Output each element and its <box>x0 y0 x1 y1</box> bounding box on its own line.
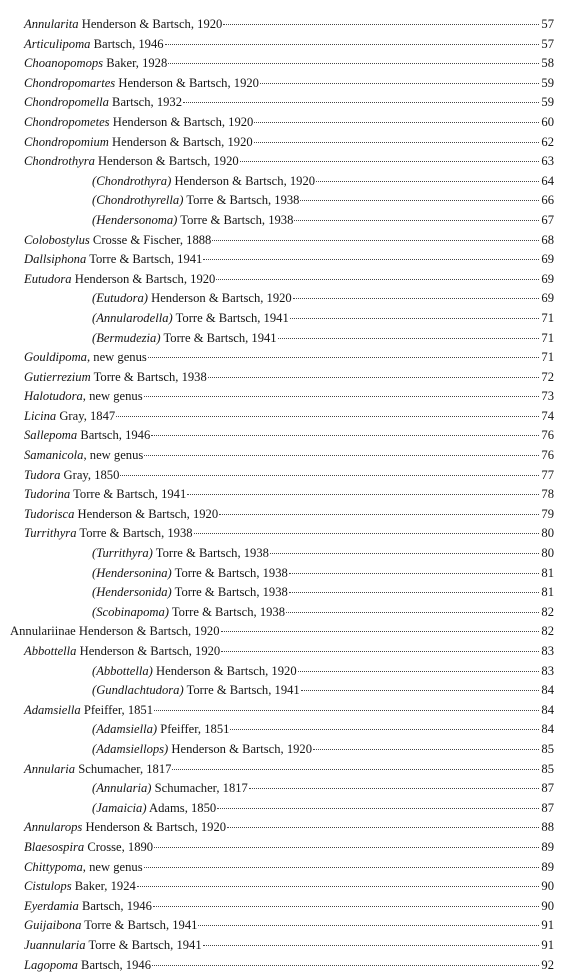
page-number: 91 <box>540 936 554 956</box>
dot-leader <box>137 886 539 887</box>
toc-entry-title <box>92 681 300 701</box>
toc-entry <box>0 583 567 603</box>
page-number: 87 <box>540 779 554 799</box>
toc-entry <box>0 838 567 858</box>
dot-leader <box>217 808 539 809</box>
taxon-name: Chittypoma <box>24 860 83 874</box>
toc-entry <box>0 191 567 211</box>
toc-entry-title <box>24 897 152 917</box>
toc-entry-title <box>24 426 150 446</box>
page-number: 83 <box>540 662 554 682</box>
taxon-authority: Crosse & Fischer, 1888 <box>90 233 212 247</box>
dot-leader <box>216 279 539 280</box>
toc-entry <box>0 622 567 642</box>
toc-entry-title <box>92 583 288 603</box>
toc-entry-title <box>24 916 197 936</box>
toc-entry-title <box>24 35 164 55</box>
toc-entry-title <box>24 838 153 858</box>
taxon-authority: Torre & Bartsch, 1938 <box>177 213 293 227</box>
dot-leader <box>223 24 539 25</box>
page-number: 81 <box>540 564 554 584</box>
toc-entry-title <box>24 858 143 878</box>
page-number: 66 <box>540 191 554 211</box>
dot-leader <box>289 573 539 574</box>
toc-entry <box>0 113 567 133</box>
toc-entry-title <box>24 956 151 975</box>
toc-entry <box>0 211 567 231</box>
page-number: 69 <box>540 289 554 309</box>
taxon-authority: , new genus <box>83 389 143 403</box>
toc-entry-title <box>24 446 143 466</box>
taxon-name: Annularita <box>24 17 79 31</box>
toc-entry <box>0 897 567 917</box>
taxon-authority: Torre & Bartsch, 1941 <box>86 938 202 952</box>
toc-entry <box>0 133 567 153</box>
taxon-name: Colobostylus <box>24 233 90 247</box>
taxon-authority: Henderson & Bartsch, 1920 <box>79 17 223 31</box>
dot-leader <box>144 396 539 397</box>
taxon-authority: , new genus <box>87 350 147 364</box>
toc-entry <box>0 505 567 525</box>
taxon-authority: Torre & Bartsch, 1938 <box>91 370 207 384</box>
page-number: 74 <box>540 407 554 427</box>
taxon-authority: Pfeiffer, 1851 <box>157 722 229 736</box>
dot-leader <box>153 906 539 907</box>
page-number: 90 <box>540 877 554 897</box>
dot-leader <box>198 925 539 926</box>
dot-leader <box>260 83 539 84</box>
toc-entry-title <box>24 760 171 780</box>
dot-leader <box>151 435 539 436</box>
page-number: 81 <box>540 583 554 603</box>
toc-entry-title <box>92 191 299 211</box>
taxon-authority: Henderson & Bartsch, 1920 <box>110 115 254 129</box>
taxon-authority: Annulariinae Henderson & Bartsch, 1920 <box>10 624 220 638</box>
dot-leader <box>254 122 539 123</box>
toc-entry <box>0 426 567 446</box>
toc-entry-title <box>24 368 207 388</box>
toc-entry-title <box>24 524 193 544</box>
taxon-authority: Torre & Bartsch, 1938 <box>153 546 269 560</box>
taxon-name: Halotudora <box>24 389 83 403</box>
dot-leader <box>230 729 539 730</box>
taxon-authority: Crosse, 1890 <box>84 840 153 854</box>
taxon-authority: Torre & Bartsch, 1938 <box>172 566 288 580</box>
page-number: 82 <box>540 622 554 642</box>
taxon-authority: Baker, 1924 <box>72 879 136 893</box>
taxon-authority: Bartsch, 1932 <box>109 95 182 109</box>
dot-leader <box>293 298 539 299</box>
taxon-authority: , new genus <box>83 860 143 874</box>
dot-leader <box>203 945 539 946</box>
dot-leader <box>294 220 539 221</box>
toc-entry <box>0 407 567 427</box>
toc-entry <box>0 289 567 309</box>
toc-entry-title <box>24 231 211 251</box>
toc-entry-title <box>24 701 153 721</box>
toc-entry <box>0 446 567 466</box>
page-number: 67 <box>540 211 554 231</box>
taxon-name: Gutierrezium <box>24 370 91 384</box>
page-number: 68 <box>540 231 554 251</box>
taxon-name: Cistulops <box>24 879 72 893</box>
toc-entry <box>0 231 567 251</box>
page-number: 92 <box>540 956 554 975</box>
dot-leader <box>203 259 539 260</box>
page-number: 76 <box>540 446 554 466</box>
taxon-authority: Torre & Bartsch, 1938 <box>169 605 285 619</box>
toc-entry-title <box>24 877 136 897</box>
taxon-name: Licina <box>24 409 56 423</box>
page-number: 77 <box>540 466 554 486</box>
taxon-name: (Annularia) <box>92 781 151 795</box>
page-number: 91 <box>540 916 554 936</box>
dot-leader <box>148 357 539 358</box>
taxon-authority: Henderson & Bartsch, 1920 <box>74 507 218 521</box>
dot-leader <box>249 788 539 789</box>
taxon-name: Guijaibona <box>24 918 81 932</box>
taxon-authority: Torre & Bartsch, 1941 <box>161 331 277 345</box>
taxon-name: Adamsiella <box>24 703 81 717</box>
taxon-authority: Adams, 1850 <box>147 801 217 815</box>
taxon-name: Juannularia <box>24 938 86 952</box>
toc-entry-title <box>92 289 292 309</box>
toc-entry <box>0 74 567 94</box>
taxon-name: (Chondrothyrella) <box>92 193 183 207</box>
taxon-name: (Jamaicia) <box>92 801 147 815</box>
toc-entry-title <box>92 309 289 329</box>
toc-entry <box>0 956 567 975</box>
page-number: 72 <box>540 368 554 388</box>
taxon-name: Lagopoma <box>24 958 78 972</box>
page-number: 71 <box>540 348 554 368</box>
toc-entry <box>0 466 567 486</box>
taxon-authority: Henderson & Bartsch, 1920 <box>153 664 297 678</box>
taxon-authority: Schumacher, 1817 <box>75 762 171 776</box>
taxon-authority: , new genus <box>83 448 143 462</box>
taxon-name: Annularia <box>24 762 75 776</box>
page-number: 89 <box>540 838 554 858</box>
page-number: 78 <box>540 485 554 505</box>
toc-entry <box>0 309 567 329</box>
toc-entry <box>0 818 567 838</box>
taxon-name: Chondropomium <box>24 135 109 149</box>
toc-entry <box>0 642 567 662</box>
taxon-name: (Eutudora) <box>92 291 148 305</box>
toc-entry-title <box>24 642 220 662</box>
taxon-name: Dallsiphona <box>24 252 86 266</box>
taxon-name: Chondrothyra <box>24 154 95 168</box>
taxon-name: Gouldipoma <box>24 350 87 364</box>
page-number: 57 <box>540 35 554 55</box>
dot-leader <box>168 63 539 64</box>
toc-entry-title <box>24 93 182 113</box>
toc-entry-title <box>24 74 259 94</box>
taxon-name: Chondropometes <box>24 115 110 129</box>
dot-leader <box>316 181 539 182</box>
taxon-authority: Henderson & Bartsch, 1920 <box>171 174 315 188</box>
toc-entry-title <box>92 603 285 623</box>
toc-entry <box>0 15 567 35</box>
toc-entry-title <box>92 544 269 564</box>
dot-leader <box>212 240 539 241</box>
page-number: 90 <box>540 897 554 917</box>
taxon-authority: Bartsch, 1946 <box>90 37 163 51</box>
dot-leader <box>286 612 539 613</box>
dot-leader <box>289 592 539 593</box>
toc-entry <box>0 544 567 564</box>
toc-entry-title <box>92 720 229 740</box>
page-number: 64 <box>540 172 554 192</box>
toc-entry <box>0 740 567 760</box>
taxon-authority: Henderson & Bartsch, 1920 <box>82 820 226 834</box>
taxon-authority: Henderson & Bartsch, 1920 <box>95 154 239 168</box>
toc-entry <box>0 760 567 780</box>
taxon-authority: Torre & Bartsch, 1941 <box>173 311 289 325</box>
dot-leader <box>290 318 539 319</box>
page-number: 58 <box>540 54 554 74</box>
taxon-authority: Schumacher, 1817 <box>151 781 247 795</box>
page-number: 71 <box>540 329 554 349</box>
dot-leader <box>120 475 539 476</box>
taxon-authority: Torre & Bartsch, 1941 <box>184 683 300 697</box>
page-number: 62 <box>540 133 554 153</box>
toc-entry-title <box>24 152 239 172</box>
toc-entry <box>0 270 567 290</box>
toc-entry-title <box>24 270 215 290</box>
taxon-name: Chondropomartes <box>24 76 115 90</box>
toc-entry <box>0 779 567 799</box>
page-number: 88 <box>540 818 554 838</box>
toc-entry <box>0 329 567 349</box>
dot-leader <box>144 455 539 456</box>
taxon-name: Samanicola <box>24 448 83 462</box>
taxon-name: Tudorisca <box>24 507 74 521</box>
dot-leader <box>278 338 539 339</box>
taxon-name: (Adamsiellops) <box>92 742 168 756</box>
taxon-authority: Torre & Bartsch, 1941 <box>70 487 186 501</box>
toc-entry <box>0 681 567 701</box>
toc-entry-title <box>24 54 167 74</box>
toc-entry <box>0 524 567 544</box>
toc-entry <box>0 916 567 936</box>
toc-entry-title <box>92 779 248 799</box>
page-number: 69 <box>540 250 554 270</box>
page-number: 63 <box>540 152 554 172</box>
page-number: 69 <box>540 270 554 290</box>
page-number: 82 <box>540 603 554 623</box>
toc-entry <box>0 172 567 192</box>
toc-entry-title <box>24 387 143 407</box>
taxon-name: (Hendersonoma) <box>92 213 177 227</box>
taxon-authority: Henderson & Bartsch, 1920 <box>109 135 253 149</box>
toc-entry <box>0 387 567 407</box>
dot-leader <box>298 671 539 672</box>
taxon-authority: Bartsch, 1946 <box>77 428 150 442</box>
toc-entry <box>0 936 567 956</box>
dot-leader <box>313 749 539 750</box>
taxon-name: (Gundlachtudora) <box>92 683 184 697</box>
toc-entry <box>0 35 567 55</box>
dot-leader <box>144 867 539 868</box>
page-number: 87 <box>540 799 554 819</box>
page-number: 85 <box>540 760 554 780</box>
toc-entry <box>0 720 567 740</box>
dot-leader <box>172 769 539 770</box>
page-number: 84 <box>540 720 554 740</box>
toc-entry-title <box>24 348 147 368</box>
table-of-contents <box>0 15 567 975</box>
toc-entry-title <box>24 113 253 133</box>
taxon-authority: Henderson & Bartsch, 1920 <box>72 272 216 286</box>
dot-leader <box>227 827 539 828</box>
dot-leader <box>116 416 539 417</box>
page-number: 80 <box>540 544 554 564</box>
toc-entry <box>0 152 567 172</box>
toc-entry <box>0 799 567 819</box>
page-number: 83 <box>540 642 554 662</box>
dot-leader <box>154 847 539 848</box>
toc-entry-title <box>24 505 218 525</box>
dot-leader <box>254 142 539 143</box>
toc-entry <box>0 877 567 897</box>
page-number: 59 <box>540 74 554 94</box>
toc-entry <box>0 348 567 368</box>
toc-entry <box>0 701 567 721</box>
taxon-authority: Henderson & Bartsch, 1920 <box>168 742 312 756</box>
dot-leader <box>221 631 540 632</box>
page-number: 71 <box>540 309 554 329</box>
taxon-name: Articulipoma <box>24 37 90 51</box>
taxon-authority: Gray, 1847 <box>56 409 115 423</box>
taxon-authority: Gray, 1850 <box>60 468 119 482</box>
toc-entry <box>0 662 567 682</box>
page-number: 84 <box>540 701 554 721</box>
taxon-authority: Torre & Bartsch, 1941 <box>81 918 197 932</box>
dot-leader <box>221 651 539 652</box>
dot-leader <box>194 533 539 534</box>
taxon-name: (Abbottella) <box>92 664 153 678</box>
dot-leader <box>270 553 539 554</box>
taxon-name: Sallepoma <box>24 428 77 442</box>
toc-entry <box>0 54 567 74</box>
toc-entry-title <box>24 466 119 486</box>
page-number: 85 <box>540 740 554 760</box>
toc-entry-title <box>24 407 115 427</box>
page-number: 60 <box>540 113 554 133</box>
taxon-name: (Bermudezia) <box>92 331 161 345</box>
page-number: 84 <box>540 681 554 701</box>
toc-entry <box>0 603 567 623</box>
taxon-name: Tudorina <box>24 487 70 501</box>
taxon-name: Abbottella <box>24 644 76 658</box>
toc-entry-title <box>24 15 222 35</box>
toc-entry-title <box>24 250 202 270</box>
taxon-name: (Turrithyra) <box>92 546 153 560</box>
toc-entry-title <box>92 740 312 760</box>
taxon-name: (Annularodella) <box>92 311 173 325</box>
taxon-name: (Hendersonida) <box>92 585 172 599</box>
toc-entry <box>0 368 567 388</box>
taxon-name: Annularops <box>24 820 82 834</box>
taxon-authority: Bartsch, 1946 <box>78 958 151 972</box>
page-number: 76 <box>540 426 554 446</box>
toc-entry-title <box>24 936 202 956</box>
dot-leader <box>165 44 539 45</box>
taxon-name: Eutudora <box>24 272 72 286</box>
taxon-name: Choanopomops <box>24 56 103 70</box>
taxon-name: Eyerdamia <box>24 899 79 913</box>
taxon-name: Chondropomella <box>24 95 109 109</box>
taxon-name: (Adamsiella) <box>92 722 157 736</box>
dot-leader <box>154 710 539 711</box>
page-number: 80 <box>540 524 554 544</box>
toc-entry-title <box>92 662 297 682</box>
taxon-name: Blaesospira <box>24 840 84 854</box>
toc-entry <box>0 93 567 113</box>
taxon-name: (Chondrothyra) <box>92 174 171 188</box>
dot-leader <box>240 161 539 162</box>
taxon-name: Tudora <box>24 468 60 482</box>
dot-leader <box>301 690 539 691</box>
toc-entry-title <box>24 485 186 505</box>
dot-leader <box>152 965 539 966</box>
toc-entry <box>0 564 567 584</box>
toc-entry-title <box>92 564 288 584</box>
taxon-authority: Henderson & Bartsch, 1920 <box>76 644 220 658</box>
dot-leader <box>219 514 539 515</box>
page-number: 79 <box>540 505 554 525</box>
toc-entry <box>0 485 567 505</box>
taxon-name: (Scobinapoma) <box>92 605 169 619</box>
taxon-authority: Torre & Bartsch, 1938 <box>172 585 288 599</box>
page-number: 73 <box>540 387 554 407</box>
page-number: 89 <box>540 858 554 878</box>
toc-entry <box>0 250 567 270</box>
taxon-authority: Pfeiffer, 1851 <box>81 703 153 717</box>
toc-entry-title <box>10 622 220 642</box>
toc-entry-title <box>24 133 253 153</box>
page-number: 57 <box>540 15 554 35</box>
taxon-authority: Torre & Bartsch, 1938 <box>77 526 193 540</box>
toc-entry-title <box>24 818 226 838</box>
page-number: 59 <box>540 93 554 113</box>
taxon-authority: Henderson & Bartsch, 1920 <box>115 76 259 90</box>
taxon-name: Turrithyra <box>24 526 77 540</box>
toc-entry-title <box>92 172 315 192</box>
dot-leader <box>208 377 539 378</box>
taxon-authority: Bartsch, 1946 <box>79 899 152 913</box>
toc-entry <box>0 858 567 878</box>
dot-leader <box>300 200 539 201</box>
taxon-authority: Baker, 1928 <box>103 56 167 70</box>
dot-leader <box>187 494 539 495</box>
toc-entry-title <box>92 211 293 231</box>
taxon-authority: Torre & Bartsch, 1941 <box>86 252 202 266</box>
taxon-authority: Torre & Bartsch, 1938 <box>183 193 299 207</box>
dot-leader <box>183 102 539 103</box>
taxon-authority: Henderson & Bartsch, 1920 <box>148 291 292 305</box>
taxon-name: (Hendersonina) <box>92 566 172 580</box>
toc-entry-title <box>92 329 277 349</box>
toc-entry-title <box>92 799 216 819</box>
